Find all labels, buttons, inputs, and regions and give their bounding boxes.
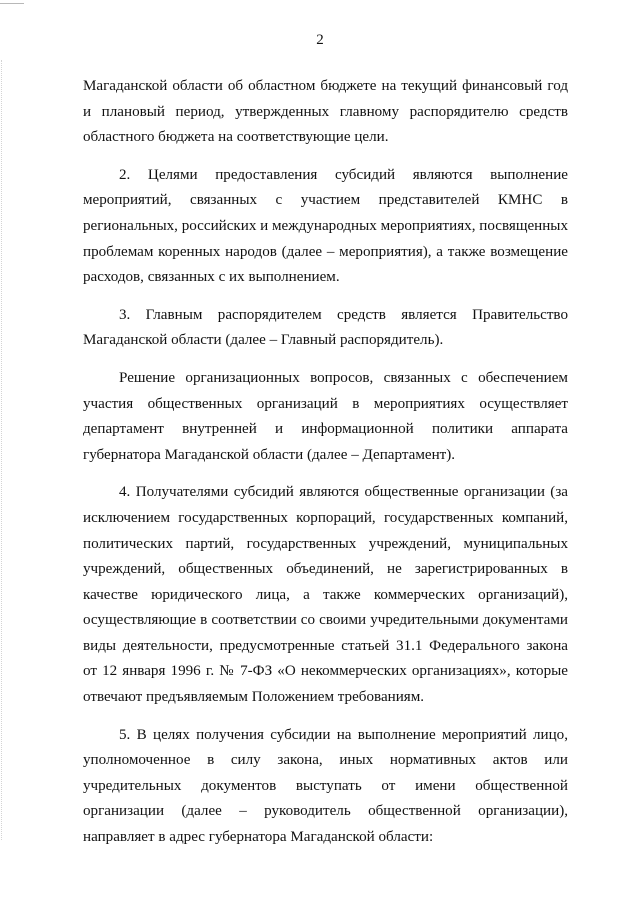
paragraph-item-2: 2. Целями предоставления субсидий являются выполнение мероприятий, связанных с участием представителей КМНС в региональных, российских и международных мероприятиях, посвященных проблемам коренных народов (далее – мероприятия), а также возмещение расходов, связанных с их выполнением. [83,166,568,286]
paragraph-item-4: 4. Получателями субсидий являются общественные организации (за исключением государственных корпораций, государственных компаний, политических партий, государственных учреждений, муниципальных учреждений, общественных объединений, не зарегистрированных в качестве юридического лица, а также коммерческих организаций), осуществляющие в соответствии со своими учредительными документами виды деятельности, предусмотренные статьей 31.1 Федерального закона от 12 января 1996 г. № 7-ФЗ «О некоммерческих организациях», которые отвечают предъявляемым Положением требованиям. [83,484,568,706]
paragraph-item-5: 5. В целях получения субсидии на выполнение мероприятий лицо, уполномоченное в силу закона, иных нормативных актов или учредительных документов выступать от имени общественной организации (далее – руководитель общественной организации), направляет в адрес губернатора Магаданской области: [83,726,568,846]
scan-edge-line [1,60,2,840]
scan-corner-mark [0,3,24,4]
page-number: 2 [316,32,324,48]
paragraph-item-3-continued: Решение организационных вопросов, связанных с обеспечением участия общественных организаций в мероприятиях осуществляет департамент внутренней и информационной политики аппарата губернатора Магаданской области (далее – Департамент). [83,369,568,463]
paragraph-item-3: 3. Главным распорядителем средств является Правительство Магаданской области (далее – Главный распорядитель). [83,306,568,349]
paragraph-continuation: Магаданской области об областном бюджете на текущий финансовый год и плановый период, утвержденных главному распорядителю средств областного бюджета на соответствующие цели. [83,78,568,146]
document-body [83,74,568,851]
